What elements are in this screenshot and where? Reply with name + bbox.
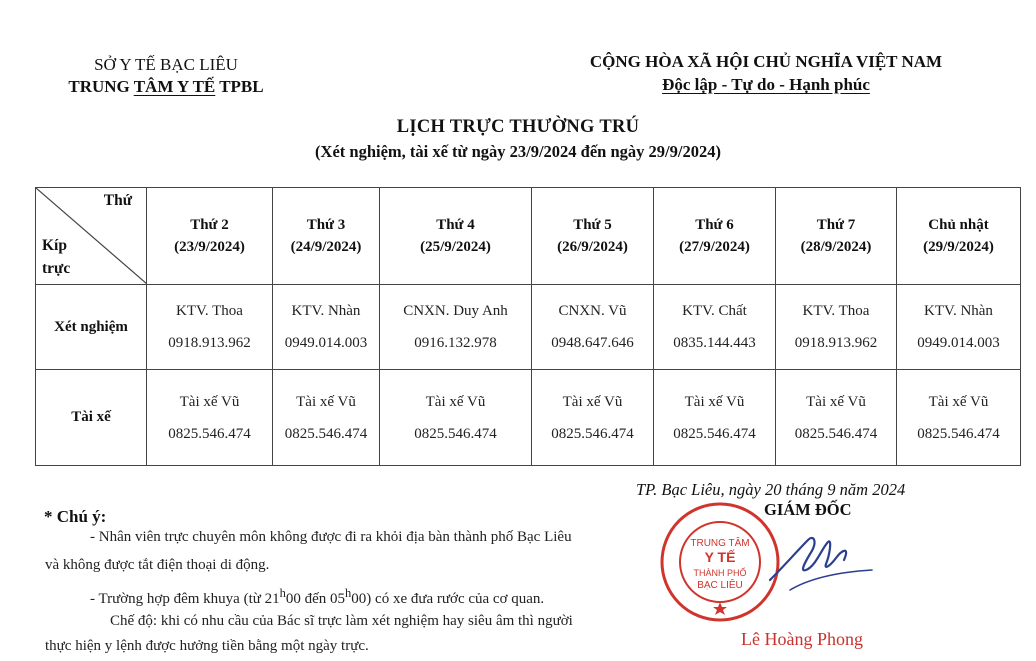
- duty-cell: KTV. Thoa 0918.913.962: [147, 285, 273, 370]
- table-row: [36, 370, 1021, 466]
- signature-icon: [760, 520, 880, 600]
- table-header-row: [36, 188, 1021, 285]
- day-header-tue: Thứ 3 (24/9/2024): [273, 188, 380, 285]
- duty-cell: KTV. Chất 0835.144.443: [654, 285, 776, 370]
- corner-cell: [36, 188, 147, 285]
- day-header-fri: Thứ 6 (27/9/2024): [654, 188, 776, 285]
- duty-cell: KTV. Nhàn 0949.014.003: [273, 285, 380, 370]
- document-subtitle: (Xét nghiệm, tài xế từ ngày 23/9/2024 đến ngày 29/9/2024): [315, 142, 721, 161]
- note-line: thực hiện y lệnh được hưởng tiền bằng một ngày trực.: [45, 638, 369, 654]
- table-row: [36, 285, 1021, 370]
- svg-text:THÀNH PHỐ: THÀNH PHỐ: [693, 568, 747, 578]
- duty-cell: Tài xế Vũ 0825.546.474: [380, 370, 532, 466]
- day-header-wed: Thứ 4 (25/9/2024): [380, 188, 532, 285]
- svg-text:Y TẾ: Y TẾ: [704, 549, 736, 565]
- country-name: CỘNG HÒA XÃ HỘI CHỦ NGHĨA VIỆT NAM: [589, 52, 943, 71]
- note-line-night-transport: - Trường hợp đêm khuya (từ 21$^h$00 đến 05$^h$00) có xe đưa rước của cơ quan.: [90, 586, 545, 607]
- duty-cell: Tài xế Vũ 0825.546.474: [147, 370, 273, 466]
- day-header-thu: Thứ 5 (26/9/2024): [532, 188, 654, 285]
- duty-cell: CNXN. Vũ 0948.647.646: [532, 285, 654, 370]
- corner-shift-label: Kíp trực: [42, 237, 71, 277]
- svg-text:TRUNG TÂM: TRUNG TÂM: [690, 538, 750, 549]
- duty-cell: Tài xế Vũ 0825.546.474: [532, 370, 654, 466]
- director-title: GIÁM ĐỐC: [764, 500, 852, 519]
- national-header-block: [556, 50, 976, 96]
- duty-cell: Tài xế Vũ 0825.546.474: [273, 370, 380, 466]
- note-line: Chế độ: khi có nhu cầu của Bác sĩ trực làm xét nghiệm hay siêu âm thì người: [110, 613, 573, 629]
- duty-cell: Tài xế Vũ 0825.546.474: [776, 370, 897, 466]
- note-line: - Nhân viên trực chuyên môn không được đi ra khỏi địa bàn thành phố Bạc Liêu: [90, 529, 572, 545]
- duty-cell: CNXN. Duy Anh 0916.132.978: [380, 285, 532, 370]
- issuing-agency-block: [36, 54, 296, 98]
- notes-heading: * Chú ý:: [44, 507, 107, 526]
- row-label-driver: Tài xế: [36, 370, 147, 466]
- schedule-table: [35, 187, 1021, 466]
- signer-name: Lê Hoàng Phong: [741, 629, 863, 649]
- row-label-lab: Xét nghiệm: [36, 285, 147, 370]
- svg-text:BẠC LIÊU: BẠC LIÊU: [697, 580, 743, 591]
- agency-name: SỞ Y TẾ BẠC LIÊU: [94, 55, 238, 74]
- unit-name: TRUNG TÂM Y TẾ TPBL: [68, 77, 264, 96]
- place-date: TP. Bạc Liêu, ngày 20 tháng 9 năm 2024: [636, 480, 906, 499]
- note-line: và không được tắt điện thoại di động.: [45, 557, 270, 573]
- duty-cell: KTV. Thoa 0918.913.962: [776, 285, 897, 370]
- day-header-sun: Chủ nhật (29/9/2024): [897, 188, 1021, 285]
- duty-cell: Tài xế Vũ 0825.546.474: [654, 370, 776, 466]
- duty-cell: KTV. Nhàn 0949.014.003: [897, 285, 1021, 370]
- corner-day-label: Thứ: [103, 192, 132, 209]
- day-header-sat: Thứ 7 (28/9/2024): [776, 188, 897, 285]
- document-title: LỊCH TRỰC THƯỜNG TRÚ: [396, 117, 640, 137]
- national-motto: Độc lập - Tự do - Hạnh phúc: [662, 75, 870, 94]
- duty-cell: Tài xế Vũ 0825.546.474: [897, 370, 1021, 466]
- day-header-mon: Thứ 2 (23/9/2024): [147, 188, 273, 285]
